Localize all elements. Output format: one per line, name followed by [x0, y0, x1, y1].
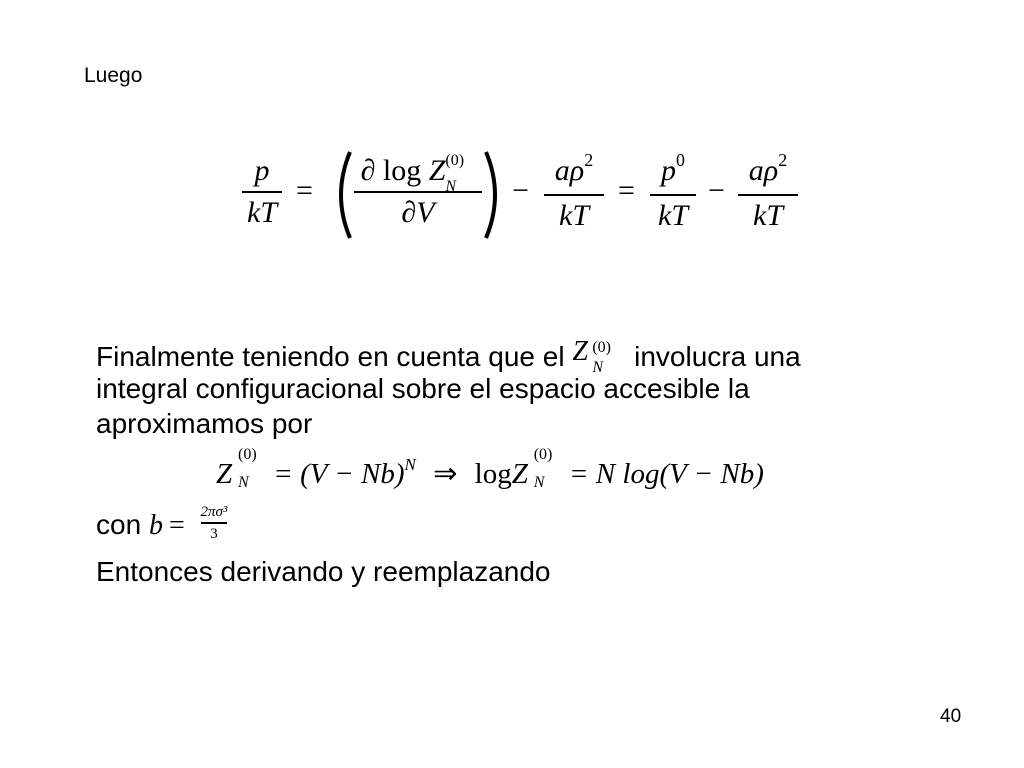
paragraph-line-2: integral configuracional sobre el espacio accesible la: [96, 373, 750, 404]
equals-sign: =: [296, 174, 313, 207]
paragraph-line-1: Finalmente teniendo en cuenta que el Z (0) N involucra una: [96, 336, 801, 376]
slide-number: 40: [940, 706, 962, 727]
minus-sign: −: [512, 174, 529, 207]
lhs-fraction: p kT: [242, 154, 282, 230]
slide-heading: Luego: [84, 64, 143, 87]
eq2-rhs: = N log(V − Nb): [568, 458, 764, 490]
derivative-fraction: ∂ log Z (0) N ∂V: [354, 154, 482, 230]
paragraph-line-3: aproximamos por: [96, 408, 313, 439]
z-n-0-rhs: Z (0) N: [511, 446, 553, 491]
con-b-line: con $b = \frac{\text{2πσ³}}{3}$: [96, 504, 228, 542]
implies-arrow: ⇒: [433, 458, 458, 490]
z-n-0-lhs: Z (0) N: [216, 446, 257, 491]
equals-sign-2: =: [618, 174, 635, 207]
minus-sign-2: −: [708, 174, 725, 207]
p0-fraction: $p^0$ kT: [650, 154, 696, 233]
a-rho-fraction-2: $a\rho^2$ kT: [738, 154, 798, 233]
a-rho-fraction-1: $a\rho^2$ kT: [544, 154, 604, 233]
eq2-middle: = (V − Nb): [273, 458, 405, 490]
explanation-paragraph: [96, 336, 956, 441]
left-paren: [330, 150, 354, 240]
right-paren: [482, 150, 506, 240]
equation-pressure: [236, 150, 806, 242]
z-n-0-symbol: Z (0) N: [572, 336, 611, 376]
b-fraction: $\frac{\text{2πσ³}}{3}$: [200, 504, 228, 542]
equation-partition-function: Z (0) N = $(V - Nb)^N$ ⇒ log Z (0) N = N log(V − Nb): [216, 454, 816, 498]
final-line: Entonces derivando y reemplazando: [96, 556, 551, 587]
